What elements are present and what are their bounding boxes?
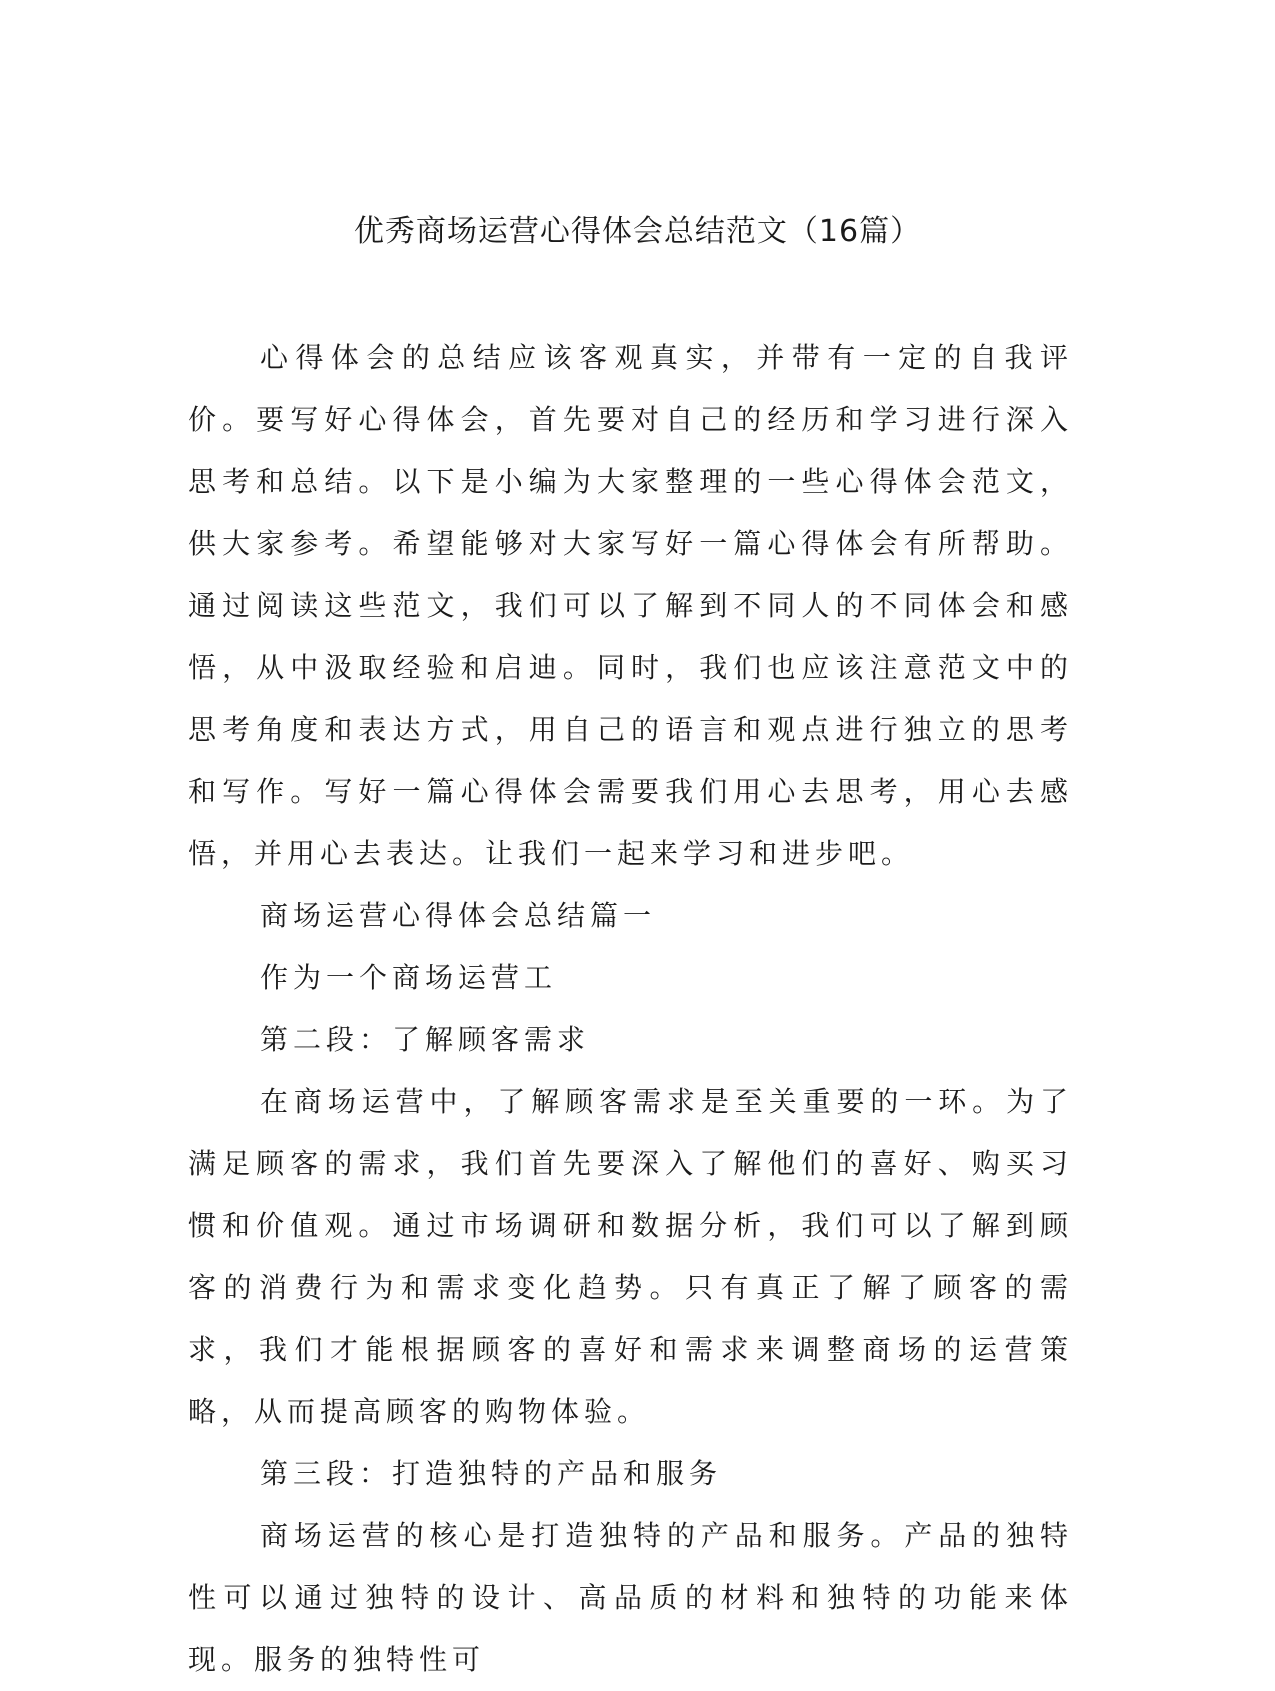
document-title: 优秀商场运营心得体会总结范文（16篇） <box>353 214 922 249</box>
intro-paragraph: 心得体会的总结应该客观真实，并带有一定的自我评价。要写好心得体会，首先要对自己的经历和学习进行深入思考和总结。以下是小编为大家整理的一些心得体会范文，供大家参考。希望能够对大家写好一篇心得体会有所帮助。通过阅读这些范文，我们可以了解到不同人的不同体会和感悟，从中汲取经验和启迪。同时，我们也应该注意范文中的思考角度和表达方式，用自己的语言和观点进行独立的思考和写作。写好一篇心得体会需要我们用心去思考，用心去感悟，并用心去表达。让我们一起来学习和进步吧。 <box>188 341 1073 870</box>
section-heading-part-two: 第二段：了解顾客需求 <box>260 1023 591 1056</box>
paragraph-customer-needs: 在商场运营中，了解顾客需求是至关重要的一环。为了满足顾客的需求，我们首先要深入了解他们的喜好、购买习惯和价值观。通过市场调研和数据分析，我们可以了解到顾客的消费行为和需求变化趋势。只有真正了解了顾客的需求，我们才能根据顾客的喜好和需求来调整商场的运营策略，从而提高顾客的购物体验。 <box>188 1085 1073 1428</box>
section-heading-part-one: 商场运营心得体会总结篇一 <box>260 899 657 932</box>
section-heading-part-three: 第三段：打造独特的产品和服务 <box>260 1457 723 1490</box>
document-body <box>188 327 1073 1691</box>
paragraph-unique-products: 商场运营的核心是打造独特的产品和服务。产品的独特性可以通过独特的设计、高品质的材料和独特的功能来体现。服务的独特性可 <box>188 1519 1073 1676</box>
body-line: 作为一个商场运营工 <box>260 961 558 994</box>
